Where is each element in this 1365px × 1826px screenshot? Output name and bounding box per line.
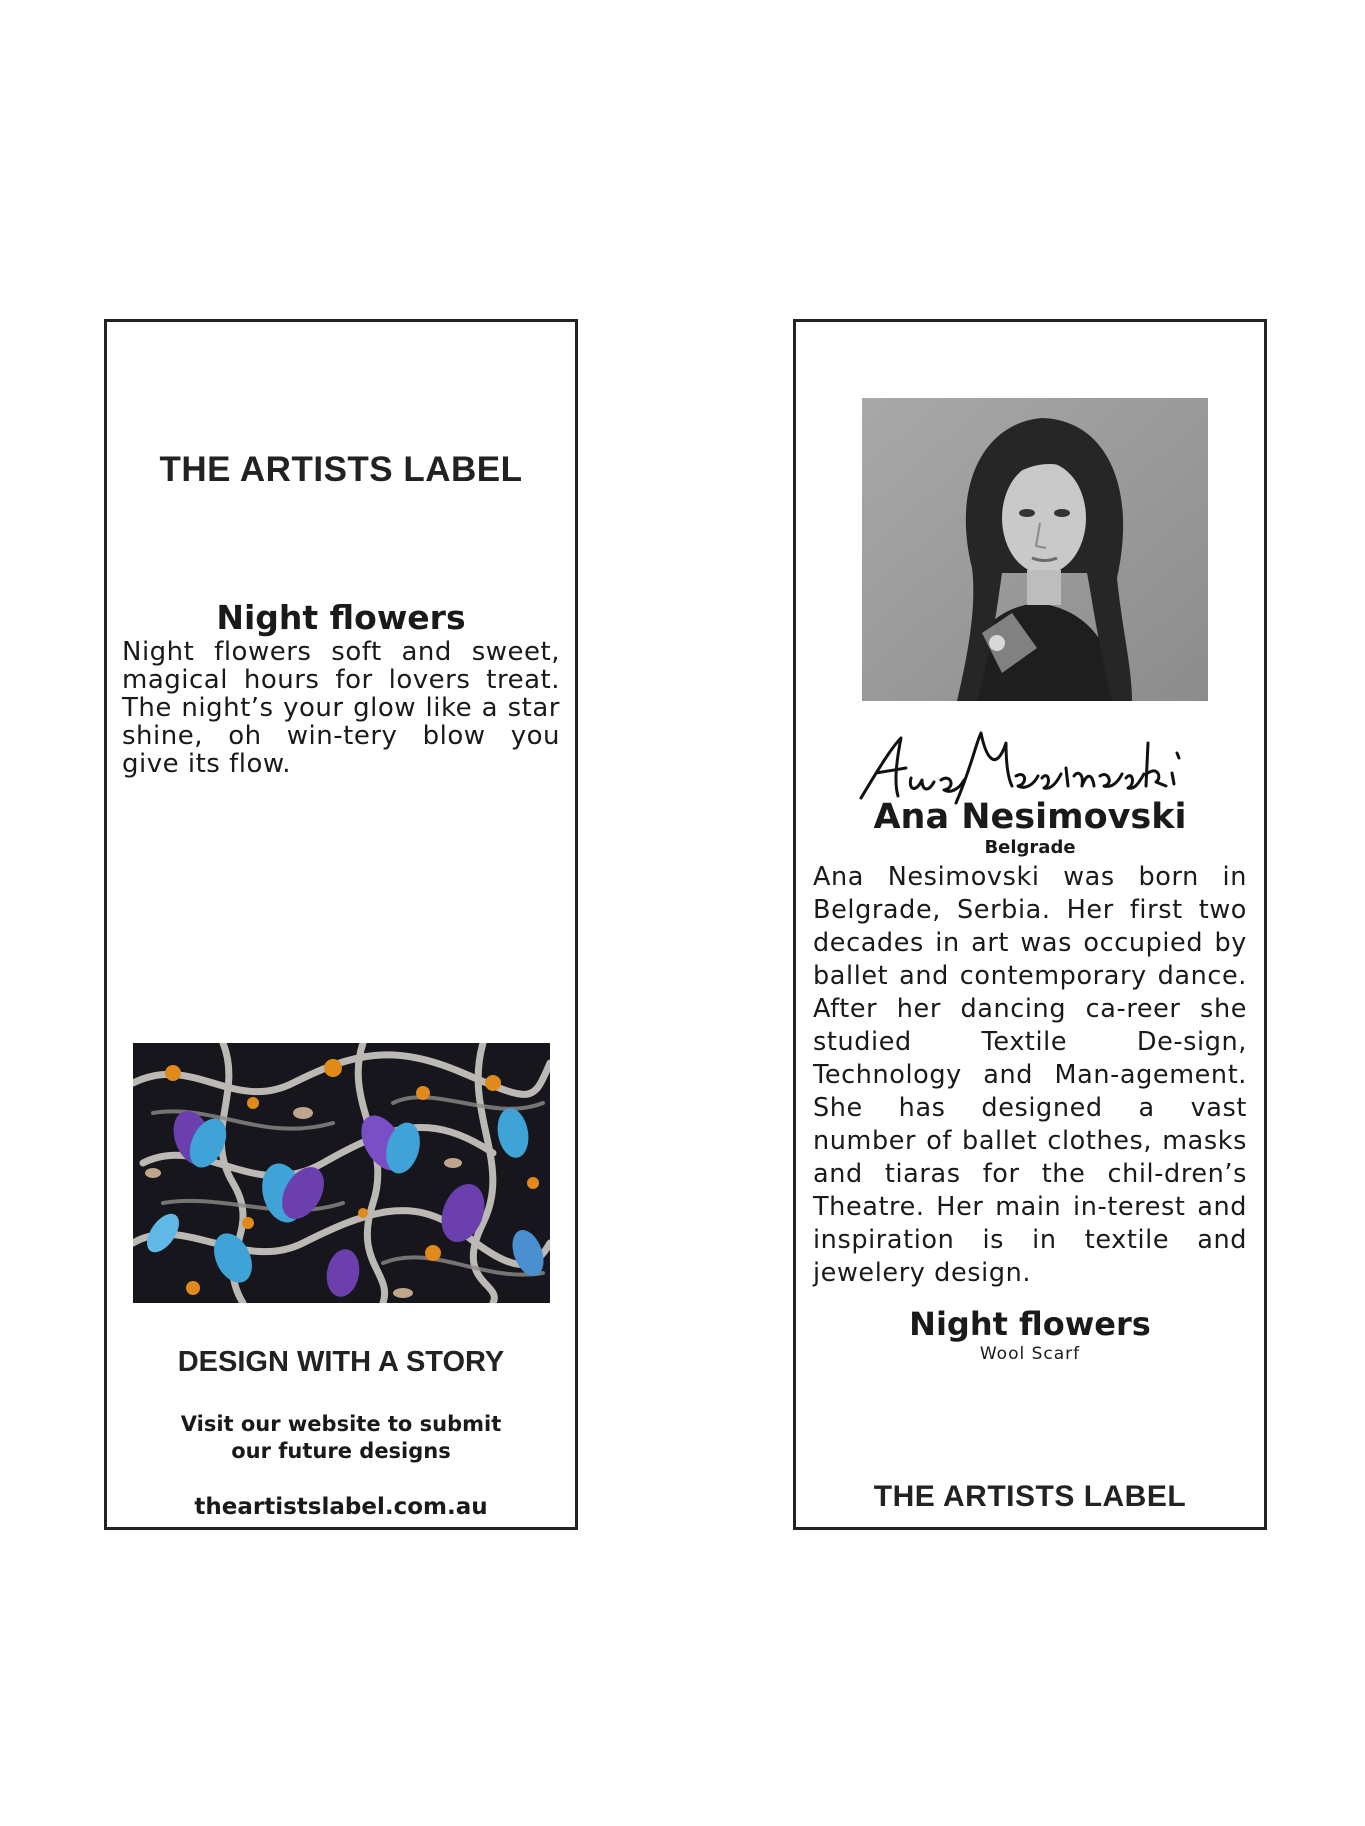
- artist-city: Belgrade: [984, 837, 1076, 858]
- website-url: theartistslabel.com.au: [194, 1494, 488, 1520]
- visit-line: Visit our website to submit: [180, 1412, 502, 1436]
- artist-name: Ana Nesimovski: [873, 797, 1187, 837]
- product-title: Night flowers: [909, 1305, 1151, 1343]
- tag-back: [793, 319, 1267, 1530]
- artwork-image: [133, 1043, 550, 1303]
- product-type: Wool Scarf: [979, 1344, 1081, 1364]
- design-poem: Night flowers soft and sweet, magical hours for lovers treat. The night’s your glow like a star shine, oh win-tery blow you give its flow.: [122, 637, 560, 779]
- tagline: DESIGN WITH A STORY: [177, 1346, 505, 1378]
- artist-bio: Ana Nesimovski was born in Belgrade, Serbia. Her first two decades in art was occupied by ballet and contemporary dance. After her dancing ca-reer she studied Textile De-sign, Technology and Man-agement. She has designed a vast number of ballet clothes, masks and tiaras for the chil-dren’s Theatre. Her main in-terest and inspiration is in textile and jewelery design.: [813, 862, 1247, 1288]
- tag-front: [104, 319, 578, 1530]
- artist-signature: [856, 718, 1206, 808]
- brand-logo-text: THE ARTISTS LABEL: [159, 450, 523, 489]
- design-title: Night flowers: [216, 598, 466, 637]
- artist-portrait: [862, 398, 1208, 701]
- visit-line: our future designs: [231, 1439, 451, 1463]
- brand-logo-text: THE ARTISTS LABEL: [873, 1480, 1187, 1513]
- visit-text: [107, 1411, 575, 1465]
